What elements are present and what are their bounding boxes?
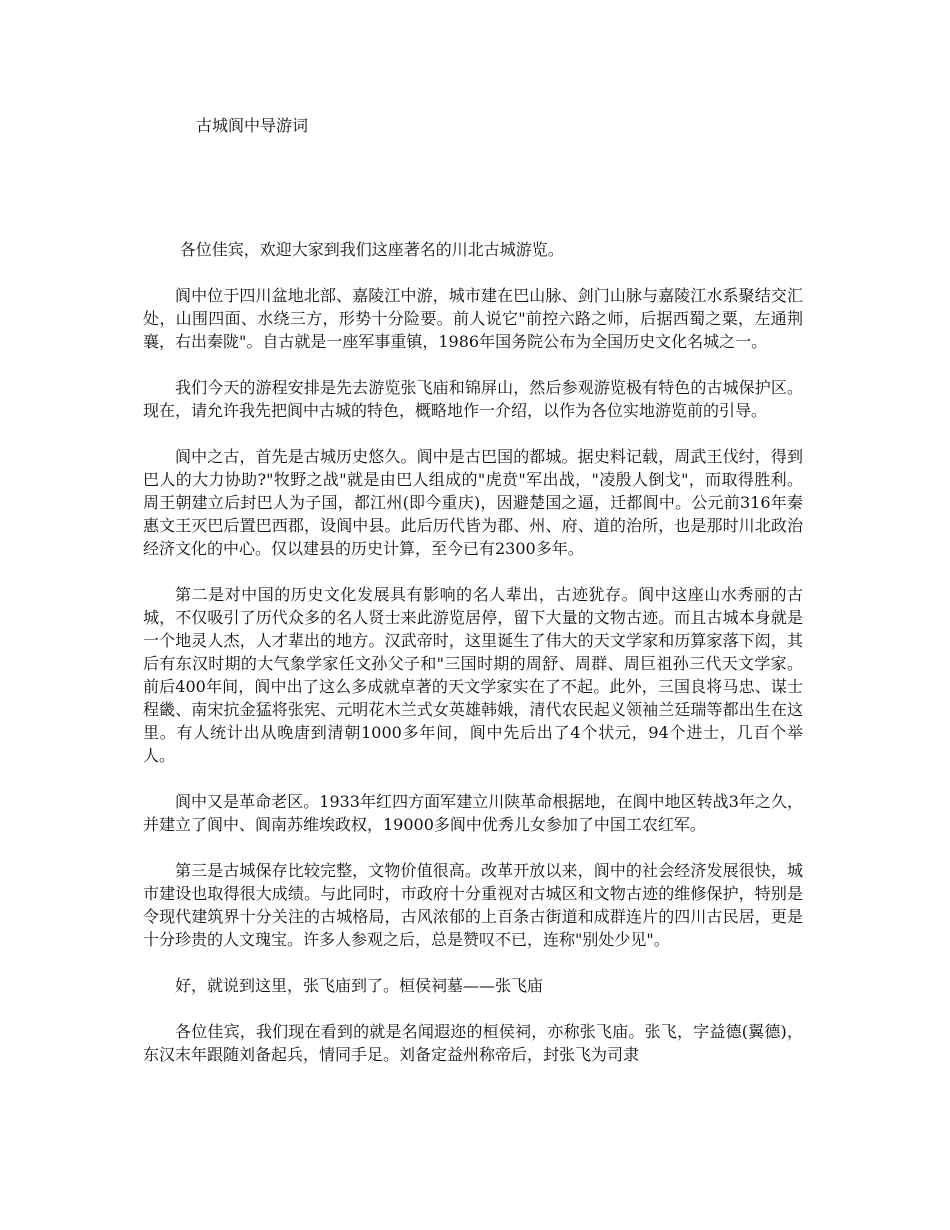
document-title: 古城阆中导游词 bbox=[196, 116, 309, 135]
document-body bbox=[143, 238, 803, 1089]
paragraph-itinerary: 我们今天的游程安排是先去游览张飞庙和锦屏山，然后参观游览极有特色的古城保护区。现在，请允许我先把阆中古城的特色，概略地作一介绍，以作为各位实地游览前的引导。 bbox=[143, 378, 803, 420]
paragraph-notable-people: 第二是对中国的历史文化发展具有影响的名人辈出，古迹犹存。阆中这座山水秀丽的古城，不仅吸引了历代众多的名人贤士来此游览居停，留下大量的文物古迹。而且古城本身就是一个地灵人杰，人才辈出的地方。汉武帝时，这里诞生了伟大的天文学家和历算家落下闳，其后有东汉时期的大气象学家任文孙父子和"三国时期的周舒、周群、周巨祖孙三代天文学家。前后400年间，阆中出了这么多成就卓著的天文学家实在了不起。此外，三国良将马忠、谋士程畿、南宋抗金猛将张宪、元明花木兰式女英雄韩娥，清代农民起义领袖兰廷瑞等都出生在这里。有人统计出从晚唐到清朝1000多年间，阆中先后出了4个状元，94个进士，几百个举人。 bbox=[143, 585, 803, 765]
paragraph-location: 阆中位于四川盆地北部、嘉陵江中游，城市建在巴山脉、剑门山脉与嘉陵江水系聚结交汇处，山围四面、水绕三方，形势十分险要。前人说它"前控六路之师，后据西蜀之粟，左通荆襄，右出秦陇"。自古就是一座军事重镇，1986年国务院公布为全国历史文化名城之一。 bbox=[143, 286, 803, 351]
paragraph-history: 阆中之古，首先是古城历史悠久。阆中是古巴国的都城。据史料记载，周武王伐纣，得到巴人的大力协助?"牧野之战"就是由巴人组成的"虎贲"军出战，"凌殷人倒戈"，而取得胜利。周王朝建立后封巴人为子国，都江州(即今重庆)，因避楚国之逼，迁都阆中。公元前316年秦惠文王灭巴后置巴西郡，设阆中县。此后历代皆为郡、州、府、道的治所，也是那时川北政治经济文化的中心。仅以建县的历史计算，至今已有2300多年。 bbox=[143, 447, 803, 558]
paragraph-revolution: 阆中又是革命老区。1933年红四方面军建立川陕革命根据地，在阆中地区转战3年之久，并建立了阆中、阆南苏维埃政权，19000多阆中优秀儿女参加了中国工农红军。 bbox=[143, 792, 803, 834]
paragraph-zhangfei-temple: 各位佳宾，我们现在看到的就是名闻遐迩的桓侯祠，亦称张飞庙。张飞，字益德(翼德)，东汉末年跟随刘备起兵，情同手足。刘备定益州称帝后，封张飞为司隶 bbox=[143, 1022, 803, 1064]
paragraph-greeting: 各位佳宾，欢迎大家到我们这座著名的川北古城游览。 bbox=[179, 240, 564, 259]
paragraph-preservation: 第三是古城保存比较完整，文物价值很高。改革开放以来，阆中的社会经济发展很快，城市建设也取得很大成绩。与此同时，市政府十分重视对古城区和文物古迹的维修保护，特别是令现代建筑界十分关注的古城格局，古风浓郁的上百条古街道和成群连片的四川古民居，更是十分珍贵的人文瑰宝。许多人参观之后，总是赞叹不已，连称"别处少见"。 bbox=[143, 861, 803, 949]
paragraph-transition: 好，就说到这里，张飞庙到了。桓侯祠墓——张飞庙 bbox=[175, 976, 544, 995]
